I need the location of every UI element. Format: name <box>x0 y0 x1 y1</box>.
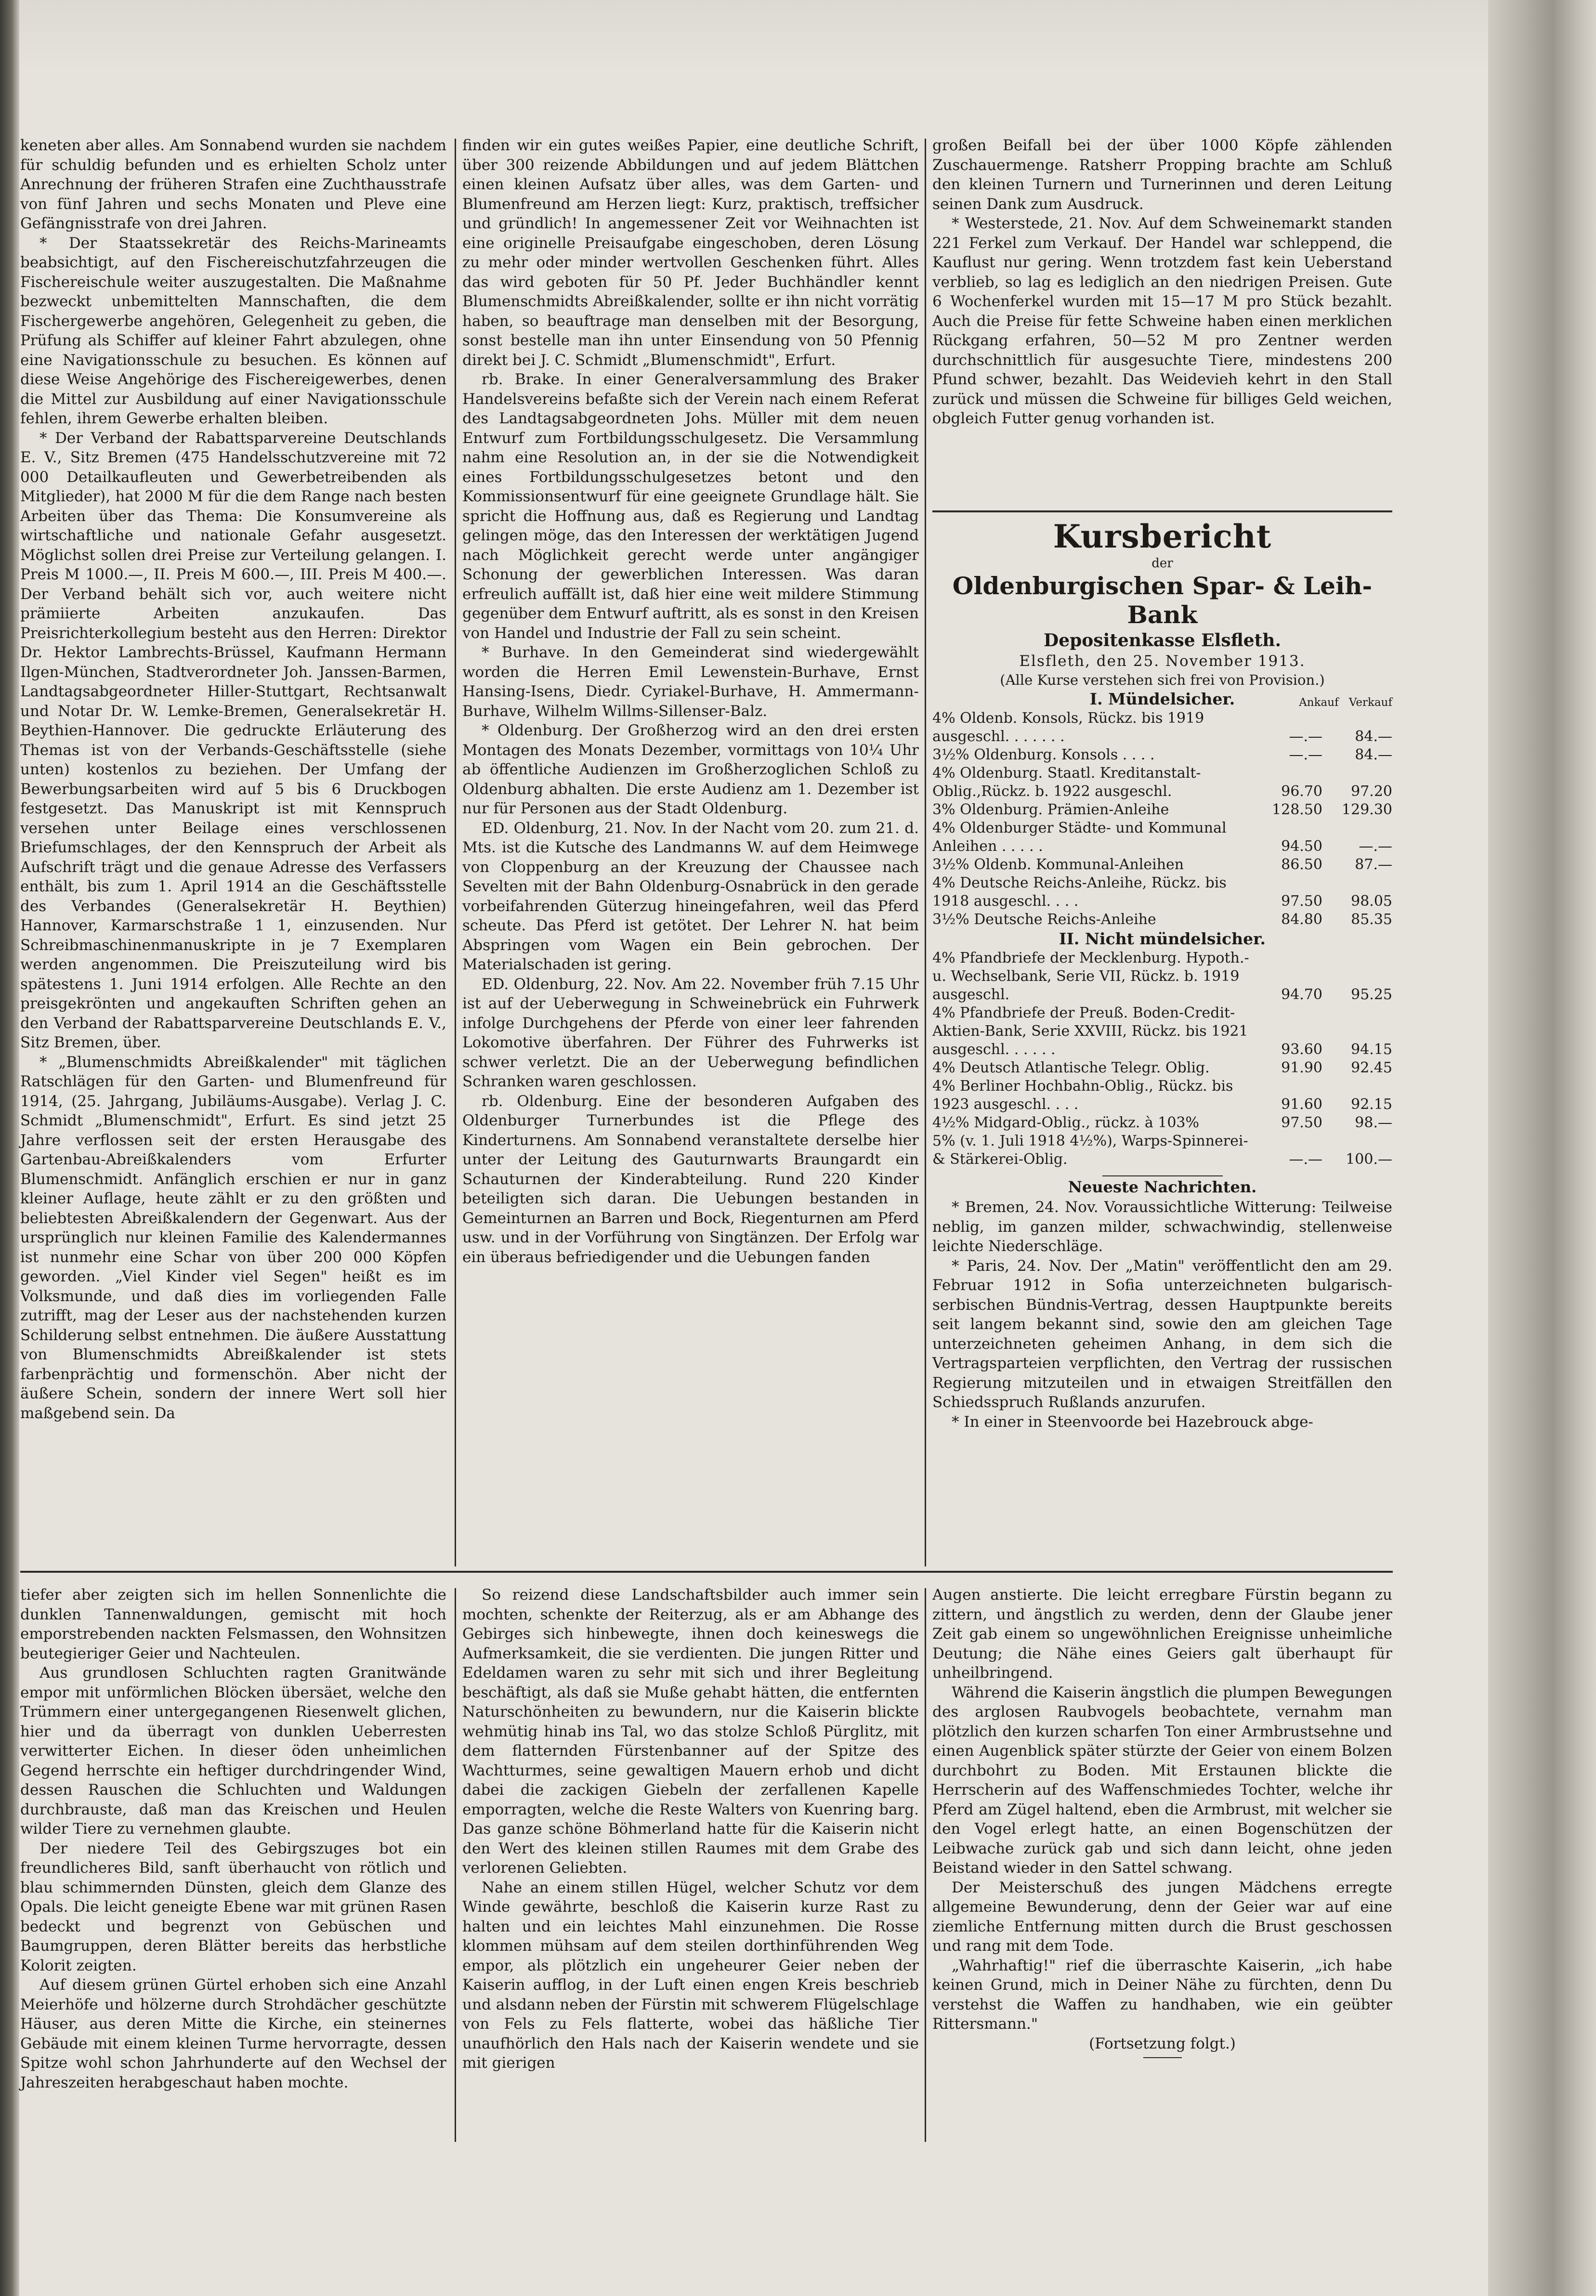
rate-label: 4% Berliner Hochbahn-Oblig., Rückz. bis 1923 ausgeschl. . . . <box>932 1078 1233 1113</box>
rate-verkauf: 129.30 <box>1342 801 1392 818</box>
paragraph: * Oldenburg. Der Großherzog wird an den drei ersten Montagen des Monats Dezember, vormittags von 10¼ Uhr ab öffentliche Audienzen im Großherzoglichen Schloß zu Oldenburg abhalten. Die erste Audienz am 1. Dezember ist nur für Personen aus der Stadt Oldenburg. <box>462 722 919 817</box>
paragraph: * In einer in Steenvoorde bei Hazebrouck abge- <box>952 1413 1313 1431</box>
rate-label: 3½% Deutsche Reichs-Anleihe <box>932 911 1156 928</box>
rate-ankauf: —.— <box>1289 1151 1322 1168</box>
paragraph: ED. Oldenburg, 22. Nov. Am 22. November früh 7.15 Uhr ist auf der Ueberwegung in Schweinebrück ein Fuhrwerk infolge Durchgehens der Pferde von einer leer fahrenden Lokomotive überfahren. Der Führer des Fuhrwerks ist schwer verletzt. Die an der Ueberwegung befindlichen Schranken waren geschlossen. <box>462 975 919 1090</box>
rate-ankauf: 96.70 <box>1281 783 1322 800</box>
column-2-bottom <box>462 1585 919 2139</box>
column-divider <box>925 139 926 1566</box>
rate-label: 4% Pfandbriefe der Preuß. Boden-Credit-Aktien-Bank, Serie XXVIII, Rückz. bis 1921 ausgeschl. . . . . . <box>932 1004 1248 1058</box>
rate-verkauf: 98.— <box>1355 1114 1392 1131</box>
rate-label: 4% Oldenb. Konsols, Rückz. bis 1919 ausgeschl. . . . . . . <box>932 710 1204 745</box>
paragraph: * Bremen, 24. Nov. Voraussichtliche Witterung: Teilweise neblig, im ganzen milder, schwachwindig, stellenweise leichte Niederschläge. <box>932 1199 1392 1255</box>
rate-ankauf: 97.50 <box>1281 893 1322 910</box>
kursbericht-box <box>932 518 1392 1431</box>
rate-verkauf: 87.— <box>1355 856 1392 873</box>
rate-row <box>932 746 1392 764</box>
rate-ankauf: 94.70 <box>1281 986 1322 1003</box>
rate-label: 4% Deutsch Atlantische Telegr. Oblig. <box>932 1059 1210 1076</box>
rate-row <box>932 709 1392 746</box>
rate-label: 4% Deutsche Reichs-Anleihe, Rückz. bis 1918 ausgeschl. . . . <box>932 874 1227 910</box>
rate-row <box>932 874 1392 911</box>
neueste-nachrichten-heading: Neueste Nachrichten. <box>1068 1178 1257 1196</box>
rate-values <box>1253 911 1392 929</box>
rate-verkauf: 92.45 <box>1351 1059 1392 1076</box>
rate-table-2 <box>932 949 1392 1169</box>
rate-values <box>1253 746 1392 764</box>
paragraph: * Paris, 24. Nov. Der „Matin" veröffentlicht den am 29. Februar 1912 in Sofia unterzeichneten bulgarisch-serbischen Bündnis-Vertrag, dessen Hauptpunkte bereits seit langem bekannt sind, sowie den am gleichen Tage unterzeichneten geheimen Anhang, in dem sich die Vertragsparteien verpflichten, den Vertrag der russischen Regierung mitzuteilen und in etwaigen Streitfällen den Schiedsspruch Rußlands anzurufen. <box>932 1257 1392 1411</box>
rate-label: 3½% Oldenburg. Konsols . . . . <box>932 746 1155 763</box>
paragraph: großen Beifall bei der über 1000 Köpfe zählenden Zuschauermenge. Ratsherr Propping brachte am Schluß den kleinen Turnern und Turnerinnen und deren Leitung seinen Dank zum Ausdruck. <box>932 137 1392 213</box>
rate-verkauf: 85.35 <box>1351 911 1392 928</box>
kursbericht-note: (Alle Kurse verstehen sich frei von Provision.) <box>1000 672 1325 688</box>
header-ankauf: Ankauf <box>1299 696 1339 709</box>
rate-values <box>1253 1096 1392 1114</box>
paragraph: So reizend diese Landschaftsbilder auch immer sein mochten, schenkte der Reiterzug, als er am Abhange des Gebirges sich hinbewegte, ihnen doch keineswegs die Aufmerksamkeit, die sie verdienten. Die jungen Ritter und Edeldamen waren zu sehr mit sich und ihrer Begleitung beschäftigt, als daß sie Muße gehabt hätten, die entfernten Naturschönheiten zu bewundern, nur die Kaiserin blickte wehmütig hinab ins Tal, wo das stolze Schloß Pürglitz, mit dem flatternden Fürstenbanner auf der Spitze des Wachtturmes, seine gewaltigen Mauern erhob und dicht dabei die zackigen Giebeln der zerfallenen Kapelle emporragten, welche die Reste Walters von Kuenring barg. Das ganze schöne Böhmerland hatte für die Kaiserin nicht den Wert des kleinen stillen Raumes mit dem Grabe des verlorenen Geliebten. <box>462 1586 919 1877</box>
rate-row <box>932 1004 1392 1059</box>
rate-values <box>1253 856 1392 874</box>
rate-verkauf: 100.— <box>1346 1151 1392 1168</box>
rate-ankauf: 86.50 <box>1281 856 1322 873</box>
paragraph: Auf diesem grünen Gürtel erhoben sich eine Anzahl Meierhöfe und hölzerne durch Strohdächer geschützte Häuser, aus deren Mitte die Kirche, ein steinernes Gebäude mit einem kleinen Turme hervorragte, dessen Spitze wohl schon Jahrhunderte auf den Wechsel der Jahreszeiten herabgeschaut haben mochte. <box>20 1976 446 2091</box>
rate-label: 5% (v. 1. Juli 1918 4½%), Warps-Spinnerei- & Stärkerei-Oblig. <box>932 1133 1248 1168</box>
rate-ankauf: 84.80 <box>1281 911 1322 928</box>
paragraph: * Der Verband der Rabattsparvereine Deutschlands E. V., Sitz Bremen (475 Handelsschutzvereine mit 72 000 Detailkaufleuten und Gewerbetreibenden als Mitglieder), hat 2000 M für die dem Range nach besten Arbeiten über das Thema: Die Konsumvereine als wirtschaftliche und nationale Gefahr ausgesetzt. Möglichst sollen drei Preise zur Verteilung gelangen. I. Preis M 1000.—, II. Preis M 600.—, III. Preis M 400.—. Der Verband behält sich vor, auch weitere nicht prämiierte Arbeiten anzukaufen. Das Preisrichterkollegium besteht aus den Herren: Direktor Dr. Hektor Lambrechts-Brüssel, Kaufmann Hermann Ilgen-München, Stadtverordneter Joh. Janssen-Barmen, Landtagsabgeordneter Hiller-Stuttgart, Rechtsanwalt und Notar Dr. W. Lemke-Bremen, Generalsekretär H. Beythien-Hannover. Die gedruckte Erläuterung des Themas ist von der Verbands-Geschäftsstelle (siehe unten) kostenlos zu beziehen. Der Umfang der Bewerbungsarbeiten wird auf 5 bis 6 Druckbogen festgesetzt. Das Manuskript ist mit Kennspruch versehen unter Beilage eines verschlossenen Briefumschlages, der den Kennspruch der Arbeit als Aufschrift trägt und die genaue Adresse des Verfassers enthält, bis zum 1. April 1914 an die Geschäftsstelle des Verbandes (Generalsekretär H. Beythien) Hannover, Karmarschstraße 1 1, einzusenden. Nur Schreibmaschinenmanuskripte in je 7 Exemplaren werden angenommen. Die Preiszuteilung wird bis spätestens 1. Juni 1914 erfolgen. Alle Rechte an den preisgekrönten und angekauften Schriften gehen an den Verband der Rabattsparvereine Deutschlands E. V., Sitz Bremen, über. <box>20 429 446 1051</box>
rate-values <box>1253 1059 1392 1077</box>
rate-verkauf: —.— <box>1359 838 1392 855</box>
rate-verkauf: 97.20 <box>1351 783 1392 800</box>
rate-values <box>1253 1150 1392 1169</box>
rate-ankauf: —.— <box>1289 746 1322 763</box>
page-edge-right <box>1488 0 1596 2296</box>
paragraph: tiefer aber zeigten sich im hellen Sonnenlichte die dunklen Tannenwaldungen, gemischt mit hoch emporstrebenden nackten Felsmassen, den Wohnsitzen beutegieriger Geier und Nachteulen. <box>20 1586 446 1662</box>
column-2-top <box>462 136 919 1554</box>
end-mark <box>1143 2057 1182 2058</box>
rate-label: 3½% Oldenb. Kommunal-Anleihen <box>932 856 1184 873</box>
rate-ankauf: 91.60 <box>1281 1096 1322 1113</box>
paragraph: finden wir ein gutes weißes Papier, eine deutliche Schrift, über 300 reizende Abbildungen und auf jedem Blättchen einen kleinen Aufsatz über alles, was dem Garten- und Blumenfreund am Herzen liegt: Kurz, praktisch, treffsicher und gründlich! In angemessener Zeit vor Weihnachten ist eine originelle Preisaufgabe eingeschoben, deren Lösung zu mehr oder minder wertvollen Geschenken führt. Alles das wird geboten für 50 Pf. Jeder Buchhändler kennt Blumenschmidts Abreißkalender, sollte er ihn nicht vorrätig haben, so beauftrage man denselben mit der Besorgung, sonst bestelle man ihn unter Einsendung von 50 Pfennig direkt bei J. C. Schmidt „Blumenschmidt", Erfurt. <box>462 137 919 369</box>
section-rule <box>20 1571 1393 1573</box>
rate-verkauf: 92.15 <box>1351 1096 1392 1113</box>
rate-values <box>1253 728 1392 746</box>
rate-values <box>1253 986 1392 1004</box>
paragraph: * Burhave. In den Gemeinderat sind wiedergewählt worden die Herren Emil Lewenstein-Burhave, Ernst Hansing-Isens, Diedr. Cyriakel-Burhave, H. Ammermann-Burhave, Wilhelm Willms-Sillenser-Balz. <box>462 644 919 720</box>
column-3-top <box>932 136 1392 507</box>
page-gutter-left <box>0 0 19 2296</box>
bank-name: Oldenburgischen Spar- & Leih-Bank <box>952 572 1373 629</box>
section-rule <box>932 510 1392 512</box>
rate-values <box>1253 1114 1392 1132</box>
column-divider <box>455 139 456 1566</box>
section-nicht-muendelsicher: II. Nicht mündelsicher. <box>1059 929 1266 948</box>
column-divider <box>925 1588 926 2142</box>
rate-row <box>932 1114 1392 1132</box>
paragraph: rb. Oldenburg. Eine der besonderen Aufgaben des Oldenburger Turnerbundes ist die Pflege des Kinderturnens. Am Sonnabend veranstaltete derselbe hier unter der Leitung des Gauturnwarts Braungardt ein Schauturnen der Kinderabteilung. Rund 220 Kinder beteiligten sich daran. Die Uebungen bestanden in Gemeinturnen an Barren und Bock, Riegenturnen am Pferd usw. und in der Vorführung von Singtänzen. Der Erfolg war ein überaus befriedigender und die Uebungen fanden <box>462 1092 919 1266</box>
rate-ankauf: 94.50 <box>1281 838 1322 855</box>
rate-values <box>1253 1041 1392 1059</box>
paragraph: Augen anstierte. Die leicht erregbare Fürstin begann zu zittern, und ängstlich zu werden, denn der Glaube jener Zeit gab einem so ungewöhnlichen Ereignisse unheimliche Deutung; die Nähe eines Geiers galt überhaupt für unheilbringend. <box>932 1586 1392 1682</box>
rate-label: 4% Oldenburger Städte- und Kommunal Anleihen . . . . . <box>932 820 1227 855</box>
rate-row <box>932 856 1392 874</box>
kursbericht-title: Kursbericht <box>1053 518 1272 555</box>
rate-values <box>1253 801 1392 819</box>
rate-values <box>1253 783 1392 801</box>
rate-ankauf: 128.50 <box>1272 801 1322 818</box>
rate-values <box>1253 892 1392 911</box>
paragraph: * Westerstede, 21. Nov. Auf dem Schweinemarkt standen 221 Ferkel zum Verkauf. Der Handel war schleppend, die Kauflust nur gering. Wenn trotzdem fast kein Ueberstand verblieb, so lag es lediglich an den niedrigen Preisen. Gute 6 Wochenferkel wurden mit 15—17 M pro Stück bezahlt. Auch die Preise für fette Schweine haben einen merklichen Rückgang erfahren, 50—52 M pro Zentner werden durchschnittlich für ausgesuchte Tiere, mindestens 200 Pfund schwer, bezahlt. Das Weidevieh kehrt in den Stall zurück und müssen die Schweine für billiges Geld weichen, obgleich Futter genug vorhanden ist. <box>932 215 1392 427</box>
paragraph: Während die Kaiserin ängstlich die plumpen Bewegungen des arglosen Raubvogels beobachtete, vernahm man plötzlich den kurzen scharfen Ton einer Armbrustsehne und einen Augenblick später stürzte der Geier von einem Bolzen durchbohrt zu Boden. Mit Erstaunen blickte die Herrscherin auf des Waffenschmiedes Tochter, welche ihr Pferd am Zügel haltend, eben die Armbrust, mit welcher sie den Vogel erlegt hatte, an einen Bogenschützen der Leibwache zurück gab und sich dann leicht, ohne jeden Beistand wieder in den Sattel schwang. <box>932 1683 1392 1877</box>
rate-row <box>932 801 1392 819</box>
rate-row <box>932 1132 1392 1169</box>
rate-label: 4½% Midgard-Oblig., rückz. à 103% <box>932 1114 1200 1131</box>
depositenkasse: Depositenkasse Elsfleth. <box>1044 630 1281 651</box>
rate-row <box>932 819 1392 856</box>
paragraph: Nahe an einem stillen Hügel, welcher Schutz vor dem Winde gewährte, beschloß die Kaiserin kurze Rast zu halten und ein leichtes Mahl einzunehmen. Die Rosse klommen mühsam auf dem steilen dorthinführenden Weg empor, als plötzlich ein ungeheurer Geier neben der Kaiserin aufflog, in der Luft einen engen Kreis beschrieb und alsdann neben der Fürstin mit schwerem Flügelschlage von Fels zu Fels flatterte, wobei das häßliche Tier unaufhörlich den Hals nach der Kaiserin wendete und sie mit gierigen <box>462 1879 919 2072</box>
column-divider <box>455 1588 456 2142</box>
rate-verkauf: 98.05 <box>1351 893 1392 910</box>
paragraph: keneten aber alles. Am Sonnabend wurden sie nachdem für schuldig befunden und es erhielten Scholz unter Anrechnung der früheren Strafen eine Zuchthausstrafe von fünf Jahren und sechs Monaten und Pleve eine Gefängnisstrafe von drei Jahren. <box>20 137 446 232</box>
paragraph: * „Blumenschmidts Abreißkalender" mit täglichen Ratschlägen für den Garten- und Blumenfreund für 1914, (25. Jahrgang, Jubiläums-Ausgabe). Verlag J. C. Schmidt „Blumenschmidt", Erfurt. Es sind jetzt 25 Jahre verflossen seit der ersten Herausgabe des Gartenbau-Abreißkalenders vom Erfurter Blumenschmidt. Anfänglich erschien er nur in ganz kleiner Auflage, heute zählt er zu den größten und beliebtesten Abreißkalendern der Gegenwart. Aus der ursprünglich nur kleinen Familie des Kalendermannes ist nunmehr eine Schar von über 200 000 Köpfen geworden. „Viel Kinder viel Segen" heißt es im Volksmunde, und daß dies im vorliegenden Falle zutrifft, mag der Leser aus der nachstehenden kurzen Schilderung selbst entnehmen. Die äußere Ausstattung von Blumenschmidts Abreißkalender ist stets farbenprächtig und formenschön. Aber nicht der äußere Schein, sondern der innere Wert soll hier maßgebend sein. Da <box>20 1053 446 1422</box>
paragraph: ED. Oldenburg, 21. Nov. In der Nacht vom 20. zum 21. d. Mts. ist die Kutsche des Landmanns W. auf dem Heimwege von Cloppenburg an der Kreuzung der Chaussee nach Sevelten mit der Bahn Oldenburg-Osnabrück in den gerade vorbeifahrenden Güterzug hineingefahren, weil das Pferd scheute. Das Pferd ist getötet. Der Lehrer N. hat beim Abspringen vom Wagen ein Bein gebrochen. Der Materialschaden ist gering. <box>462 819 919 973</box>
paragraph: Der Meisterschuß des jungen Mädchens erregte allgemeine Bewunderung, denn der Geier war auf eine ziemliche Entfernung mitten durch die Brust geschossen und rang mit dem Tode. <box>932 1879 1392 1955</box>
rate-ankauf: 97.50 <box>1281 1114 1322 1131</box>
rate-values <box>1253 837 1392 856</box>
rate-table-1 <box>932 709 1392 929</box>
kursbericht-date: Elsfleth, den 25. November 1913. <box>1019 652 1306 670</box>
paragraph: * Der Staatssekretär des Reichs-Marineamts beabsichtigt, auf den Fischereischutzfahrzeugen die Fischereischule weiter auszugestalten. Die Maßnahme bezweckt unbemittelten Mannschaften, die dem Fischergewerbe angehören, Gelegenheit zu geben, die Prüfung als Schiffer auf kleiner Fahrt abzulegen, ohne eine Navigationsschule zu besuchen. Es können auf diese Weise Angehörige des Fischereigewerbes, denen die Mittel zur Ausbildung auf einer Navigationsschule fehlen, ihrem Gewerbe erhalten bleiben. <box>20 234 446 427</box>
section-header-row <box>932 689 1392 709</box>
rate-verkauf: 84.— <box>1355 728 1392 745</box>
rate-row <box>932 949 1392 1004</box>
kursbericht-der: der <box>1151 556 1173 571</box>
page-top-margin <box>0 0 1488 72</box>
paragraph: Aus grundlosen Schluchten ragten Granitwände empor mit unförmlichen Blöcken übersäet, welche den Trümmern einer untergegangenen Riesenwelt glichen, hier und da überragt von dunklen Ueberresten verwitterter Eichen. In dieser öden unheimlichen Gegend herrschte ein heftiger durchdringender Wind, dessen Rauschen die Schluchten und Waldungen durchbrauste, daß man das Kreischen und Heulen wilder Tiere zu vernehmen glaubte. <box>20 1664 446 1838</box>
rate-row <box>932 1077 1392 1114</box>
section-muendelsicher: I. Mündelsicher. <box>1089 690 1235 708</box>
paragraph: rb. Brake. In einer Generalversammlung des Braker Handelsvereins befaßte sich der Verein nach einem Referat des Landtagsabgeordneten Johs. Müller mit dem neuen Entwurf zum Fortbildungsschulgesetz. Die Versammlung nahm eine Resolution an, in der sie die Notwendigkeit eines Fortbildungsschulgesetzes betont und den Kommissionsentwurf für eine geeignete Grundlage hält. Sie spricht die Hoffnung aus, daß es Regierung und Landtag gelingen möge, das den Interessen der werktätigen Jugend nach Möglichkeit gerecht werde unter angängiger Schonung der gewerblichen Interessen. Was daran erfreulich auffällt ist, daß hier eine weit mildere Stimmung gegenüber dem Entwurf auftritt, als es sonst in den Kreisen von Handel und Industrie der Fall zu sein scheint. <box>462 371 919 642</box>
paragraph: Der niedere Teil des Gebirgszuges bot ein freundlicheres Bild, sanft überhaucht von rötlich und blau schimmernden Dünsten, gleich dem Glanze des Opals. Die leicht geneigte Ebene war mit grünen Rasen bedeckt und begrenzt von Gebüschen und Baumgruppen, deren Blätter bereits das herbstliche Kolorit zeigten. <box>20 1839 446 1974</box>
rate-verkauf: 94.15 <box>1351 1041 1392 1058</box>
rate-verkauf: 84.— <box>1355 746 1392 763</box>
column-1-top <box>20 136 446 1554</box>
rate-label: 4% Pfandbriefe der Mecklenburg. Hypoth.- u. Wechselbank, Serie VII, Rückz. b. 1919 ausgeschl. <box>932 950 1249 1003</box>
rate-ankauf: —.— <box>1289 728 1322 745</box>
rate-row <box>932 1059 1392 1077</box>
rate-ankauf: 91.90 <box>1281 1059 1322 1076</box>
header-verkauf: Verkauf <box>1348 696 1392 709</box>
column-3-bottom <box>932 1585 1392 2144</box>
rate-ankauf: 93.60 <box>1281 1041 1322 1058</box>
paragraph: „Wahrhaftig!" rief die überraschte Kaiserin, „ich habe keinen Grund, mich in Deiner Nähe zu fürchten, denn Du verstehst die Waffen zu handhaben, wie ein geübter Rittersmann." <box>932 1957 1392 2033</box>
fortsetzung-folgt: (Fortsetzung folgt.) <box>1089 2035 1236 2052</box>
rate-row <box>932 764 1392 801</box>
rate-label: 3% Oldenburg. Prämien-Anleihe <box>932 801 1169 818</box>
rate-label: 4% Oldenburg. Staatl. Kreditanstalt-Oblig.,Rückz. b. 1922 ausgeschl. <box>932 765 1201 800</box>
rate-row <box>932 911 1392 929</box>
rate-verkauf: 95.25 <box>1351 986 1392 1003</box>
column-1-bottom <box>20 1585 446 2139</box>
